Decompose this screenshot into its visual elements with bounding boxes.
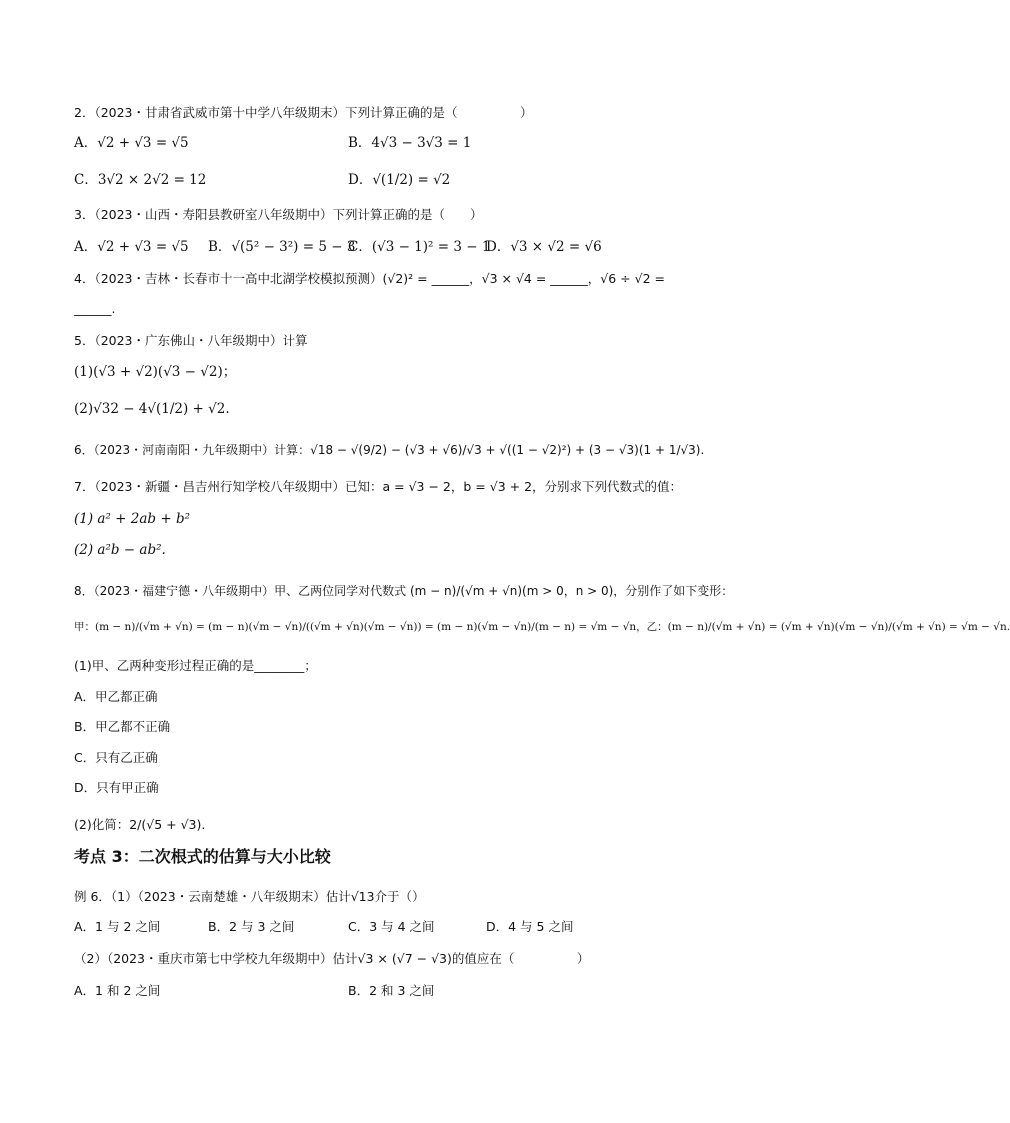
q5-part2: (2)√32 − 4√(1/2) + √2. (74, 401, 230, 417)
q2-option-c: C．3√2 × 2√2 = 12 (74, 172, 207, 188)
q7-part1: (1) a² + 2ab + b² (74, 511, 190, 527)
q8-option-c: C．只有乙正确 (74, 750, 158, 765)
q4-line1: 4．（2023・吉林・长春市十一高中北湖学校模拟预测）(√2)² = ______，√3 × √4 = ______，√6 ÷ √2 = (74, 271, 665, 286)
q2-stem: 2．（2023・甘肃省武威市第十中学八年级期末）下列计算正确的是（ ） (74, 105, 533, 120)
q8-option-d: D．只有甲正确 (74, 780, 159, 795)
q7-stem: 7．（2023・新疆・昌吉州行知学校八年级期中）已知：a = √3 − 2，b = √3 + 2，分别求下列代数式的值： (74, 479, 683, 494)
q2-option-a: A．√2 + √3 = √5 (74, 135, 189, 151)
q8-option-b: B．甲乙都不正确 (74, 719, 171, 734)
ex6-2-option-a: A．1 和 2 之间 (74, 983, 161, 998)
q3-option-d: D．√3 × √2 = √6 (486, 239, 602, 255)
ex6-1-option-d: D．4 与 5 之间 (486, 919, 574, 934)
ex6-stem-2: （2）（2023・重庆市第七中学校九年级期中）估计√3 × (√7 − √3)的值应在（ ） (74, 951, 590, 966)
q3-option-c: C．(√3 − 1)² = 3 − 1 (348, 239, 491, 255)
q8-stem: 8．（2023・福建宁德・八年级期中）甲、乙两位同学对代数式 (m − n)/(√m + √n)(m > 0，n > 0)，分别作了如下变形： (74, 584, 734, 598)
q5-stem: 5．（2023・广东佛山・八年级期中）计算 (74, 333, 308, 348)
q3-option-a: A．√2 + √3 = √5 (74, 239, 189, 255)
q6-stem: 6．（2023・河南南阳・九年级期中）计算：√18 − √(9/2) − (√3 + √6)/√3 + √((1 − √2)²) + (3 − √3)(1 + 1/√3). (74, 443, 705, 457)
ex6-1-option-c: C．3 与 4 之间 (348, 919, 435, 934)
q8-part2: (2)化简：2/(√5 + √3). (74, 817, 206, 832)
q3-stem: 3．（2023・山西・寿阳县教研室八年级期中）下列计算正确的是（ ） (74, 207, 483, 222)
ex6-2-option-b: B．2 和 3 之间 (348, 983, 435, 998)
q8-option-a: A．甲乙都正确 (74, 689, 158, 704)
q7-part2: (2) a²b − ab². (74, 542, 166, 558)
q2-option-b: B．4√3 − 3√3 = 1 (348, 135, 472, 151)
q3-option-b: B．√(5² − 3²) = 5 − 3 (208, 239, 356, 255)
ex6-1-option-a: A．1 与 2 之间 (74, 919, 161, 934)
q8-work: 甲：(m − n)/(√m + √n) = (m − n)(√m − √n)/((√m + √n)(√m − √n)) = (m − n)(√m − √n)/(m − n) = √m − √n，乙：(m − n)/(√m + √n) = (√m + √n)(√m − √n)/(√m + √n) = √m − √n. (74, 621, 1010, 633)
q4-line2: ______. (74, 301, 116, 316)
q8-part1: (1)甲、乙两种变形过程正确的是________； (74, 658, 317, 673)
section-heading: 考点 3：二次根式的估算与大小比较 (74, 847, 331, 866)
q2-option-d: D．√(1/2) = √2 (348, 172, 451, 188)
ex6-stem-1: 例 6．（1）（2023・云南楚雄・八年级期末）估计√13介于（） (74, 889, 425, 904)
q5-part1: (1)(√3 + √2)(√3 − √2)； (74, 364, 237, 380)
ex6-1-option-b: B．2 与 3 之间 (208, 919, 295, 934)
